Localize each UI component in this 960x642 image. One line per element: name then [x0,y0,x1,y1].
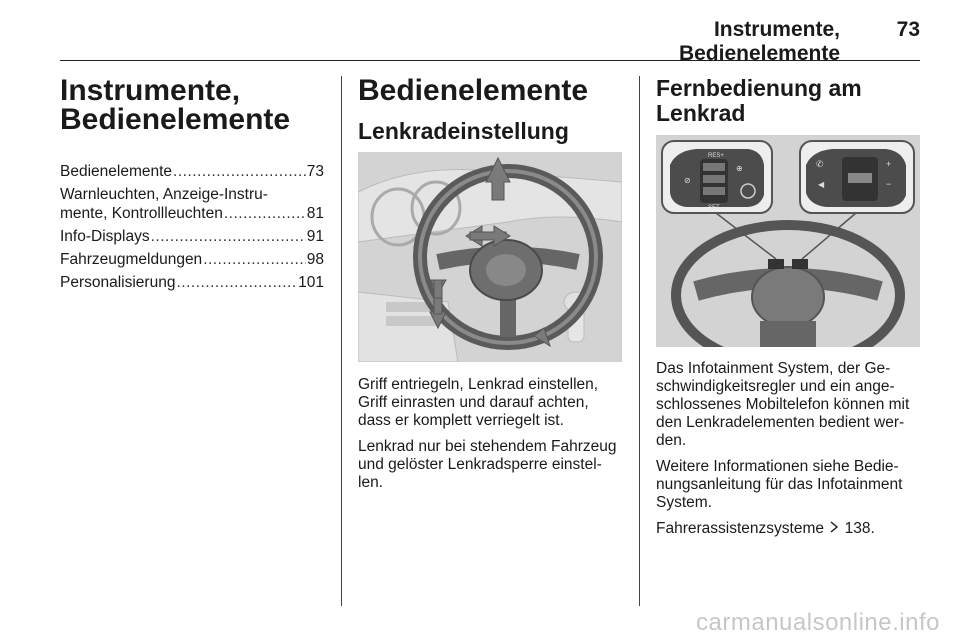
paragraph-crossref [656,520,920,538]
steering-wheel-illustration [358,152,622,362]
toc-entry[interactable] [60,185,324,223]
svg-text:◀: ◀ [818,180,825,189]
svg-text:⊕: ⊕ [736,164,743,173]
toc-page: 73 [306,163,324,180]
column-steering-adjustment [358,76,622,144]
toc-leader-dots [224,204,306,223]
crossref-text: Fahrerassistenzsysteme [656,520,824,537]
toc-leader-dots [173,162,306,181]
column-remote-control [656,76,920,126]
paragraph: Weitere Informationen siehe Bedie-nungsanleitung für das Infotainment System. [656,458,903,511]
column-divider-2 [639,76,640,606]
cruise-set-label: SET- [708,205,722,211]
toc-entry[interactable] [60,250,324,269]
svg-text:+: + [886,159,892,169]
toc-label-line2: mente, Kontrollleuchten [60,205,223,222]
reference-arrow-icon[interactable] [828,520,840,538]
steering-adjustment-text [358,376,622,500]
remote-control-text [656,360,920,546]
paragraph: Lenkrad nur bei stehendem Fahrzeug und gelöster Lenkradsperre einstel-len. [358,438,617,491]
toc-page: 81 [306,205,324,222]
crossref-page[interactable]: 138. [844,520,875,537]
toc-entry[interactable] [60,162,324,181]
paragraph: Das Infotainment System, der Ge-schwindigkeitsregler und ein ange-schlossenes Mobiltelefon können mit den Lenkradelementen bedient wer-den. [656,360,910,449]
steering-adjustment-figure [358,152,622,362]
watermark: carmanualsonline.info [696,609,940,636]
toc-entry[interactable] [60,273,324,292]
column-toc [60,76,324,296]
toc-leader-dots [203,250,306,269]
column-divider-1 [341,76,342,606]
toc-leader-dots [151,227,306,246]
svg-text:⊘: ⊘ [684,176,691,185]
toc-label-line1: Warnleuchten, Anzeige-Instru- [60,186,268,203]
steering-controls-figure [656,135,920,347]
section-title-line1: Fernbedienung am [656,75,862,101]
steering-controls-illustration [656,135,920,347]
toc-entry[interactable] [60,227,324,246]
table-of-contents [60,162,324,292]
paragraph: Griff entriegeln, Lenkrad einstellen, Griff einrasten und darauf achten, dass er komplett verriegelt ist. [358,376,599,429]
toc-label: Personalisierung [60,274,176,291]
chapter-title-line1: Instrumente, [60,74,241,107]
toc-label: Fahrzeugmeldungen [60,251,203,268]
header-rule [60,60,920,61]
toc-page: 98 [306,251,324,268]
toc-label: Bedienelemente [60,163,173,180]
toc-leader-dots [176,273,297,292]
svg-text:✆: ✆ [816,159,824,169]
section-title [656,76,920,126]
page-number: 73 [896,18,920,41]
svg-text:−: − [886,179,892,189]
toc-page: 91 [306,228,324,245]
section-title-line2: Lenkrad [656,100,746,126]
header-title: Instrumente, Bedienelemente [678,18,840,65]
chapter-title-line2: Bedienelemente [60,103,291,136]
toc-page: 101 [298,274,324,291]
chapter-title [60,76,324,134]
cruise-res-label: RES+ [708,153,724,159]
toc-label: Info-Displays [60,228,150,245]
subsection-title: Lenkradeinstellung [358,118,569,144]
section-title: Bedienelemente [358,74,589,107]
